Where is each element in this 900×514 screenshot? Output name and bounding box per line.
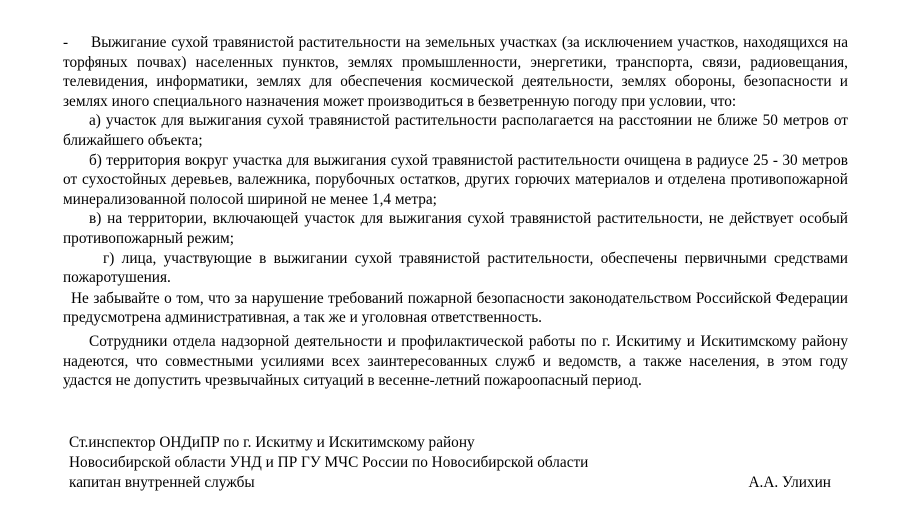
- paragraph-burning-conditions: [63, 33, 848, 111]
- condition-a: а) участок для выжигания сухой травянистой растительности располагается на расстоянии не ближе 50 метров от ближайшего объекта;: [63, 112, 848, 149]
- paragraph-text: Выжигание сухой травянистой растительности на земельных участках (за исключением участков, находящихся на торфяных почвах) населенных пунктов, землях промышленности, энергетики, транспорта, связи, радиовещания, телевидения, информатики, землях для обеспечения космической деятельности, землях обороны, безопасности и землях иного специального назначения может производиться в безветренную погоду при условии, что:: [63, 34, 848, 110]
- paragraph-liability: Не забывайте о том, что за нарушение требований пожарной безопасности законодательством Российской Федерации предусмотрена административная, а так же и уголовная ответственность.: [63, 289, 848, 327]
- paragraph-department-appeal: Сотрудники отдела надзорной деятельности и профилактической работы по г. Искитиму и Искитимскому району надеются, что совместными усилиями всех заинтересованных служб и ведомств, а также населения, в этом году удастся не допустить чрезвычайных ситуаций в весенне-летний пожароопасный период.: [63, 332, 848, 390]
- condition-c: в) на территории, включающей участок для выжигания сухой травянистой растительности, не действует особый противопожарный режим;: [63, 210, 848, 247]
- condition-b: б) территория вокруг участка для выжигания сухой травянистой растительности очищена в радиусе 25 - 30 метров от сухостойных деревьев, валежника, порубочных остатков, других горючих материалов и отделена противопожарной минерализованной полосой шириной не менее 1,4 метра;: [63, 151, 848, 208]
- signature-name: А.А. Улихин: [748, 474, 831, 491]
- signature-rank: капитан внутренней службы: [69, 474, 255, 491]
- document-body: [63, 33, 848, 391]
- signature-block: [69, 433, 839, 493]
- condition-d: г) лица, участвующие в выжигании сухой травянистой растительности, обеспечены первичными средствами пожаротушения.: [63, 249, 848, 287]
- signature-rank-row: [69, 473, 839, 493]
- list-dash: -: [63, 34, 69, 51]
- signature-position-line1: Ст.инспектор ОНДиПР по г. Искитму и Искитимскому району: [69, 434, 475, 451]
- signature-position-line2: Новосибирской области УНД и ПР ГУ МЧС России по Новосибирской области: [69, 454, 589, 471]
